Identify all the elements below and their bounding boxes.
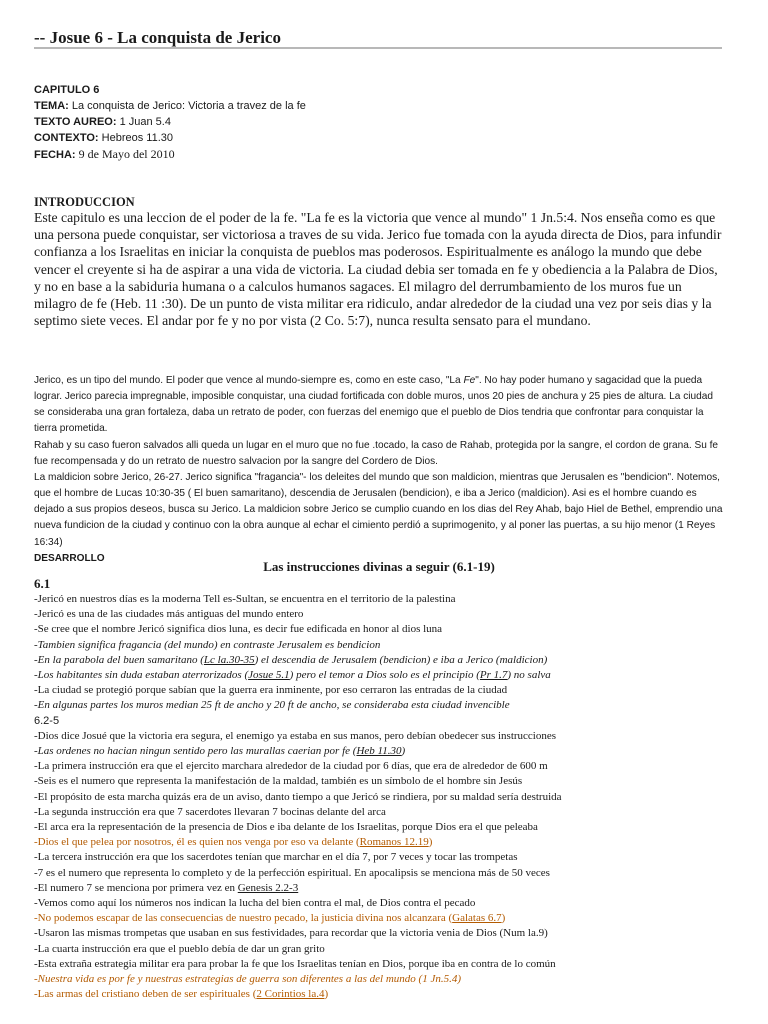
outline-line: -Tambien significa fragancia (del mundo) en contraste Jerusalem es bendicion xyxy=(34,638,381,651)
intro-paragraph xyxy=(34,209,724,329)
outline-line xyxy=(34,744,724,759)
intro-text: Este capitulo es una leccion de el poder de la fe. "La fe es la victoria que vence al mundo" 1 Jn.5:4. Nos enseña como es que una persona puede conquistar, ser victoriosa a traves de su vida. Jerico fue tomada con la ayuda directa de Dios, para infundir confianza a los Israelitas en iniciar la conquista de pueblos mas poderosos. Espiritualmente es análogo la mundo que debe vencer el creyente si ha de aspirar a una vida de victoria. La ciudad debia ser tomada en fe y obediencia a la Palabra de Dios, y no en base a la sabiduria humana o a calculos humanos sagaces. El milagro del derrumbamiento de los muros fue un milagro de fe (Heb. 11 :30). De un punto de vista militar era ridiculo, andar alrededor de la ciudad una vez por seis dias y la septimo siete veces. El andar por fe y no por vista (2 Co. 5:7), nunca resulta sensato para el mundano. xyxy=(34,210,722,329)
paragraph-jerico-tipo xyxy=(34,373,724,438)
outline-line xyxy=(34,653,724,668)
intro-heading: INTRODUCCION xyxy=(34,195,135,209)
line-text: -En la parabola del buen samaritano ( xyxy=(34,653,204,666)
body-paragraphs xyxy=(34,373,724,567)
outline-lines xyxy=(34,592,724,1002)
line-text: ) el descendia de Jerusalem (bendicion) e iba a Jerico (maldicion) xyxy=(254,653,548,666)
section-title: Las instrucciones divinas a seguir (6.1-19) xyxy=(263,559,495,574)
fecha-label: FECHA: xyxy=(34,149,76,161)
outline-line-highlight xyxy=(34,835,724,850)
outline-line: -En algunas partes los muros median 25 ft de ancho y 20 ft de ancho, se consideraba esta ciudad invencible xyxy=(34,699,510,712)
document-title: -- Josue 6 - La conquista de Jerico xyxy=(34,28,281,47)
line-text: ) xyxy=(401,745,406,758)
line-text: -Las armas del cristiano deben de ser espirituales ( xyxy=(34,988,257,1001)
line-text: ) xyxy=(428,836,433,849)
para1-text-b: ". No hay poder humano y sagacidad que la pueda lograr. Jerico parecia impregnable, imposible conquistar, una ciudad fortificada con doble muros, unos 20 pies de anchura y 25 pies de altura. La ciudad se consideraba una gran fortaleza, daba un retrato de poder, con fuerzas del enemigo que el pueblo de Dios tendria que confrontar para conquistar la tierra prometida. xyxy=(34,375,713,435)
scripture-link[interactable]: Romanos 12.19 xyxy=(359,836,429,849)
line-text: -Los habitantes sin duda estaban aterrorizados ( xyxy=(34,669,249,682)
contexto-value: Hebreos 11.30 xyxy=(101,132,173,144)
fecha-value: 9 de Mayo del 2010 xyxy=(78,147,175,161)
line-text: ) xyxy=(501,912,506,925)
line-text: -Dios el que pelea por nosotros, él es quien nos venga por eso va delante ( xyxy=(34,836,360,849)
outline-line: -7 es el numero que representa lo completo y de la perfección espiritual. En apocalipsis se menciona más de 50 veces xyxy=(34,866,550,879)
desarrollo-label: DESARROLLO xyxy=(34,552,105,564)
outline-line: -Jericó en nuestros días es la moderna Tell es-Sultan, se encuentra en el territorio de la palestina xyxy=(34,593,456,605)
scripture-link[interactable]: 2 Corintios la.4 xyxy=(256,988,325,1001)
tema-value: La conquista de Jerico: Victoria a travez de la fe xyxy=(71,100,306,112)
outline-line: -Esta extraña estrategia militar era para probar la fe que los Israelitas tenían en Dios, porque iba en contra de lo común xyxy=(34,957,556,970)
outline-line: -Usaron las mismas trompetas que usaban en sus festividades, para recordar que la victoria venia de Dios (Num la.9) xyxy=(34,927,548,940)
scripture-link[interactable]: Josue 5.1 xyxy=(248,669,290,682)
scripture-link[interactable]: Galatas 6.7 xyxy=(452,912,502,925)
outline-line: -El propósito de esta marcha quizás era de un aviso, danto tiempo a que Jericó se rindiera, por su maldad sería destruida xyxy=(34,790,562,803)
outline-line: -La ciudad se protegió porque sabían que la guerra era inminente, por eso cerraron las entradas de la ciudad xyxy=(34,684,508,697)
outline-line: -Jericó es una de las ciudades más antiguas del mundo entero xyxy=(34,608,304,621)
outline-line: -Seis es el numero que representa la manifestación de la maldad, también es un símbolo de el hombre sin Jesús xyxy=(34,775,523,788)
outline-line-highlight: -Nuestra vida es por fe y nuestras estrategias de guerra son diferentes a las del mundo (1 Jn.5.4) xyxy=(34,973,462,986)
texto-aureo-value: 1 Juan 5.4 xyxy=(119,116,171,128)
verse-number-6-1: 6.1 xyxy=(34,576,51,591)
verse-number-6-2-5: 6.2-5 xyxy=(34,714,60,727)
para1-text-a: Jerico, es un tipo del mundo. El poder que vence al mundo-siempre es, como en este caso, "La xyxy=(34,375,464,386)
outline-line: -Vemos como aquí los números nos indican la lucha del bien contra el mal, de Dios contra el pecado xyxy=(34,897,476,910)
paragraph-maldicion: La maldicion sobre Jerico, 26-27. Jerico significa "fragancia"- los deleites del mundo que son maldicion, mientras que Jerusalen es "bendicion". Notemos, que el hombre de Lucas 10:30-35 ( El buen samaritano), descendia de Jerusalen (bendicion), e iba a Jerico (maldicion). Asi es el hombre cuando es dejado a sus propios deseos, busca su Jerico. La maldicion sobre Jerico se cumplio cuando en los dias del Rey Ahab, bajo Hiel de Bethel, emprendio una nueva fundicion de la ciudad y continuo con la obra aunque al echar el cimiento perdió a suprimogenito, y al poner las puertas, a su hijo menor (1 Reyes 16:34) xyxy=(34,471,723,548)
outline-line-highlight xyxy=(34,911,724,926)
scripture-link[interactable]: Heb 11.30 xyxy=(356,745,402,758)
outline-line: -Dios dice Josué que la victoria era segura, el enemigo ya estaba en sus manos, pero debían obedecer sus instrucciones xyxy=(34,729,557,742)
line-text: ) no salva xyxy=(507,669,551,682)
para1-italic: Fe xyxy=(463,375,476,386)
lesson-metadata xyxy=(34,82,306,163)
title-divider xyxy=(34,47,722,49)
outline-line: -La segunda instrucción era que 7 sacerdotes llevaran 7 bocinas delante del arca xyxy=(34,805,386,818)
outline-line: -Se cree que el nombre Jericó significa dios luna, es decir fue edificada en honor al dios luna xyxy=(34,623,443,636)
outline-line: -La cuarta instrucción era que el pueblo debía de dar un gran grito xyxy=(34,942,325,955)
outline-line: -La tercera instrucción era que los sacerdotes tenían que marchar en el día 7, por 7 veces y tocar las trompetas xyxy=(34,851,518,864)
line-text: -Las ordenes no hacian ningun sentido pero las murallas caerian por fe ( xyxy=(34,745,357,758)
capitulo-label: CAPITULO 6 xyxy=(34,84,100,96)
line-text: -No podemos escapar de las consecuencias de nuestro pecado, la justicia divina nos alcanzara ( xyxy=(34,912,453,925)
outline-line-highlight xyxy=(34,987,724,1002)
scripture-link[interactable]: Lc la.30-35 xyxy=(203,653,255,666)
outline-line: -El arca era la representación de la presencia de Dios e iba delante de los Israelitas, porque Dios era el que peleaba xyxy=(34,821,538,834)
scripture-link[interactable]: Genesis 2.2-3 xyxy=(237,881,299,894)
line-text: ) xyxy=(324,988,329,1001)
texto-aureo-label: TEXTO AUREO: xyxy=(34,116,117,128)
outline-line: -La primera instrucción era que el ejercito marchara alrededor de la ciudad por 6 días, que era de alrededor de 600 m xyxy=(34,760,548,773)
line-text: -El numero 7 se menciona por primera vez en xyxy=(34,881,238,894)
tema-label: TEMA: xyxy=(34,100,69,112)
outline-line xyxy=(34,881,724,896)
line-text: ) pero el temor a Dios solo es el principio ( xyxy=(289,669,480,682)
scripture-link[interactable]: Pr 1.7 xyxy=(479,669,508,682)
outline-line xyxy=(34,668,724,683)
contexto-label: CONTEXTO: xyxy=(34,132,99,144)
paragraph-rahab: Rahab y su caso fueron salvados alli queda un lugar en el muro que no fue .tocado, la caso de Rahab, protegida por la sangre, el cordon de grana. Su fe fue recompensada y do un retrato de nuestro salvacion por la sangre del Cordero de Dios. xyxy=(34,439,719,467)
